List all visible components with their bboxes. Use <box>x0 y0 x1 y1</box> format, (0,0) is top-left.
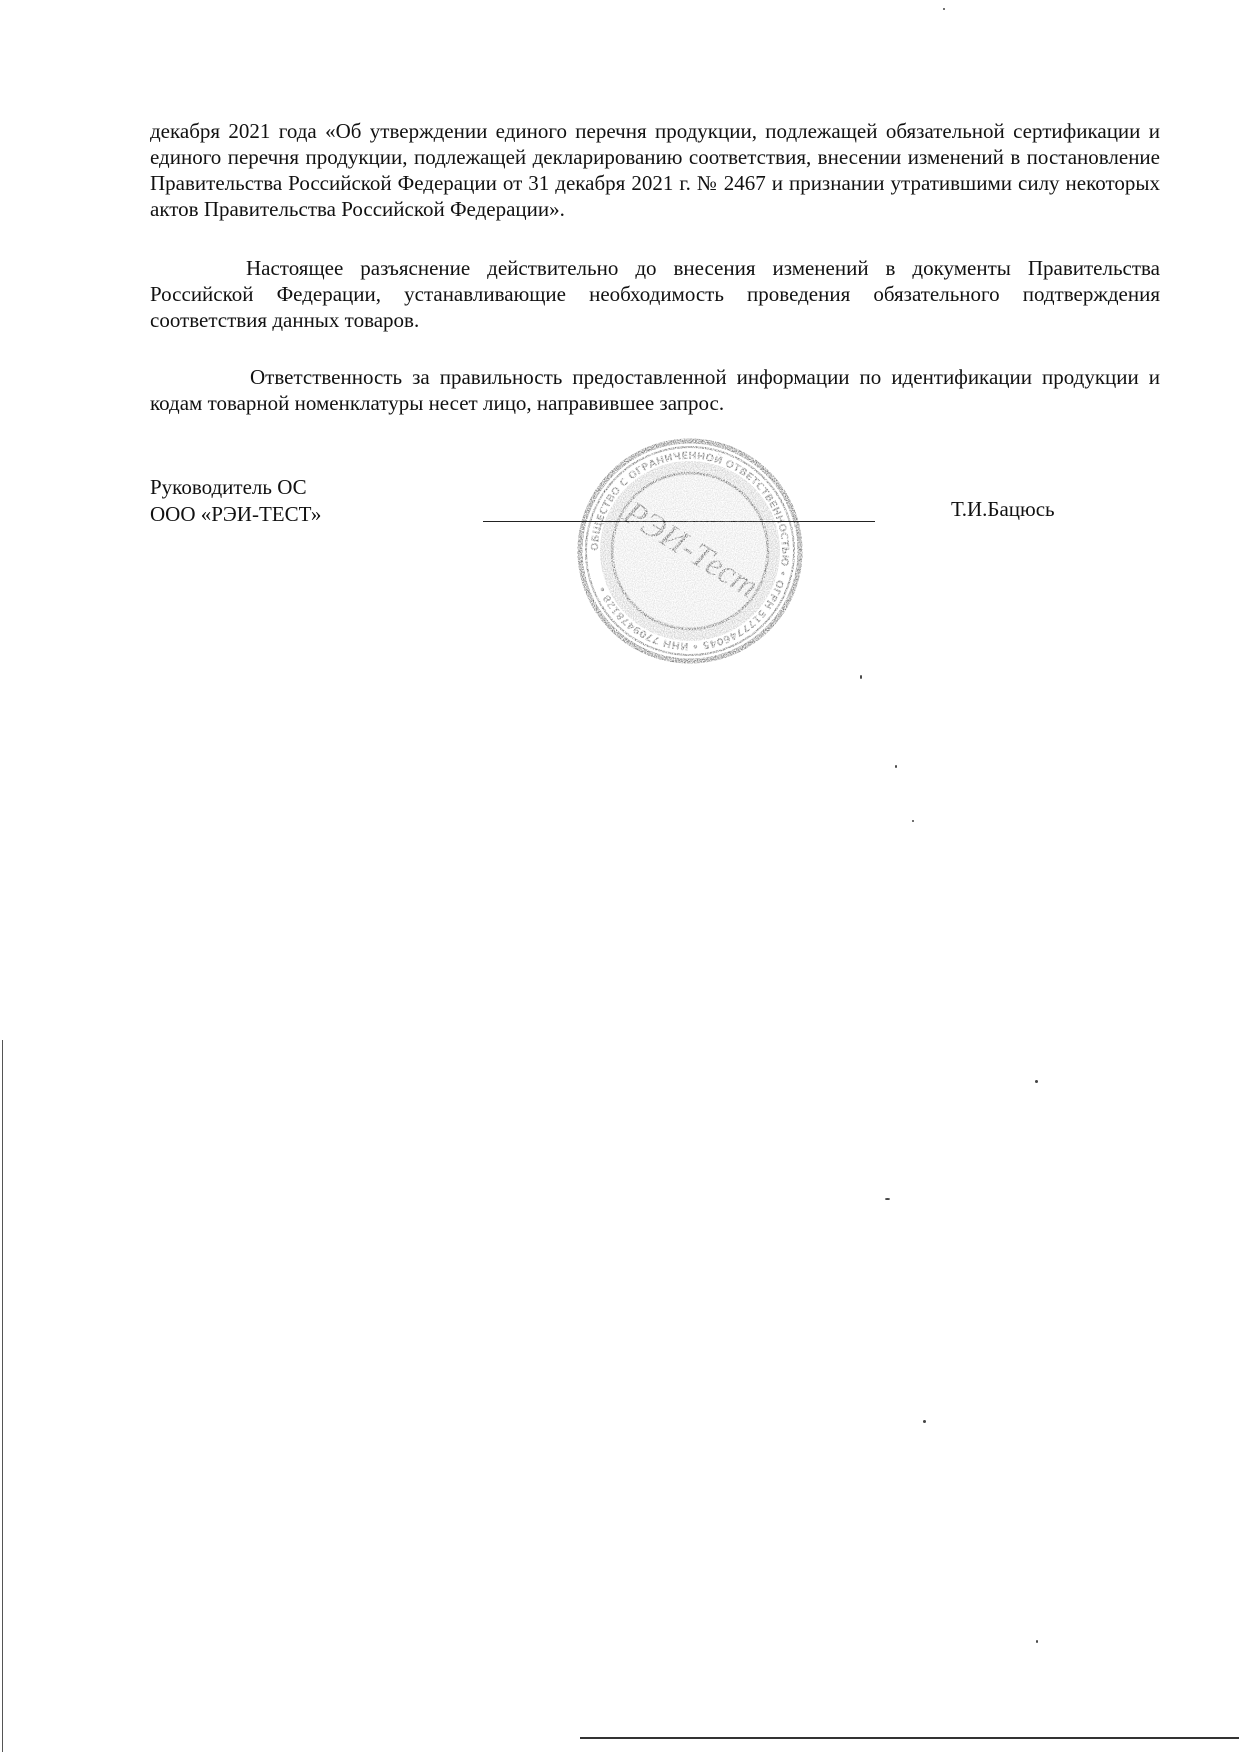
signatory-position-line1: Руководитель ОС <box>150 475 307 499</box>
signatory-position <box>150 474 321 528</box>
scan-speck <box>912 820 914 822</box>
scan-speck <box>895 765 897 768</box>
scan-speck <box>885 1198 890 1200</box>
paragraph-decree-reference: декабря 2021 года «Об утверждении единого перечня продукции, подлежащей обязательной сертификации и единого перечня продукции, подлежащей декларированию соответствия, внесении изменений в постановление Правительства Российской Федерации от 31 декабря 2021 г. № 2467 и признании утратившими силу некоторых актов Правительства Российской Федерации». <box>150 119 1160 221</box>
company-seal-stamp <box>570 436 810 666</box>
stamp-center-text: РЭИ-Тест <box>617 494 765 606</box>
paragraph-validity: Настоящее разъяснение действительно до внесения изменений в документы Правительства Российской Федерации, устанавливающие необходимость проведения обязательного подтверждения соответствия данных товаров. <box>150 256 1160 332</box>
scan-speck <box>860 675 862 679</box>
scan-speck <box>923 1420 926 1423</box>
paragraph-responsibility: Ответственность за правильность предоставленной информации по идентификации продукции и кодам товарной номенклатуры несет лицо, направившее запрос. <box>150 365 1160 415</box>
scan-speck <box>1035 1080 1038 1083</box>
signatory-organization: ООО «РЭИ-ТЕСТ» <box>150 502 322 526</box>
scan-edge-line <box>2 1040 3 1752</box>
stamp-ring-text: ОБЩЕСТВО С ОГРАНИЧЕННОЙ ОТВЕТСТВЕННОСТЬЮ • ОГРН 5177746045 • ИНН 7709478128 • <box>589 450 791 652</box>
footer-rule <box>580 1737 1239 1739</box>
scan-speck <box>943 8 945 10</box>
signatory-name: Т.И.Бацюсь <box>951 497 1055 521</box>
scan-speck <box>1036 1640 1038 1643</box>
